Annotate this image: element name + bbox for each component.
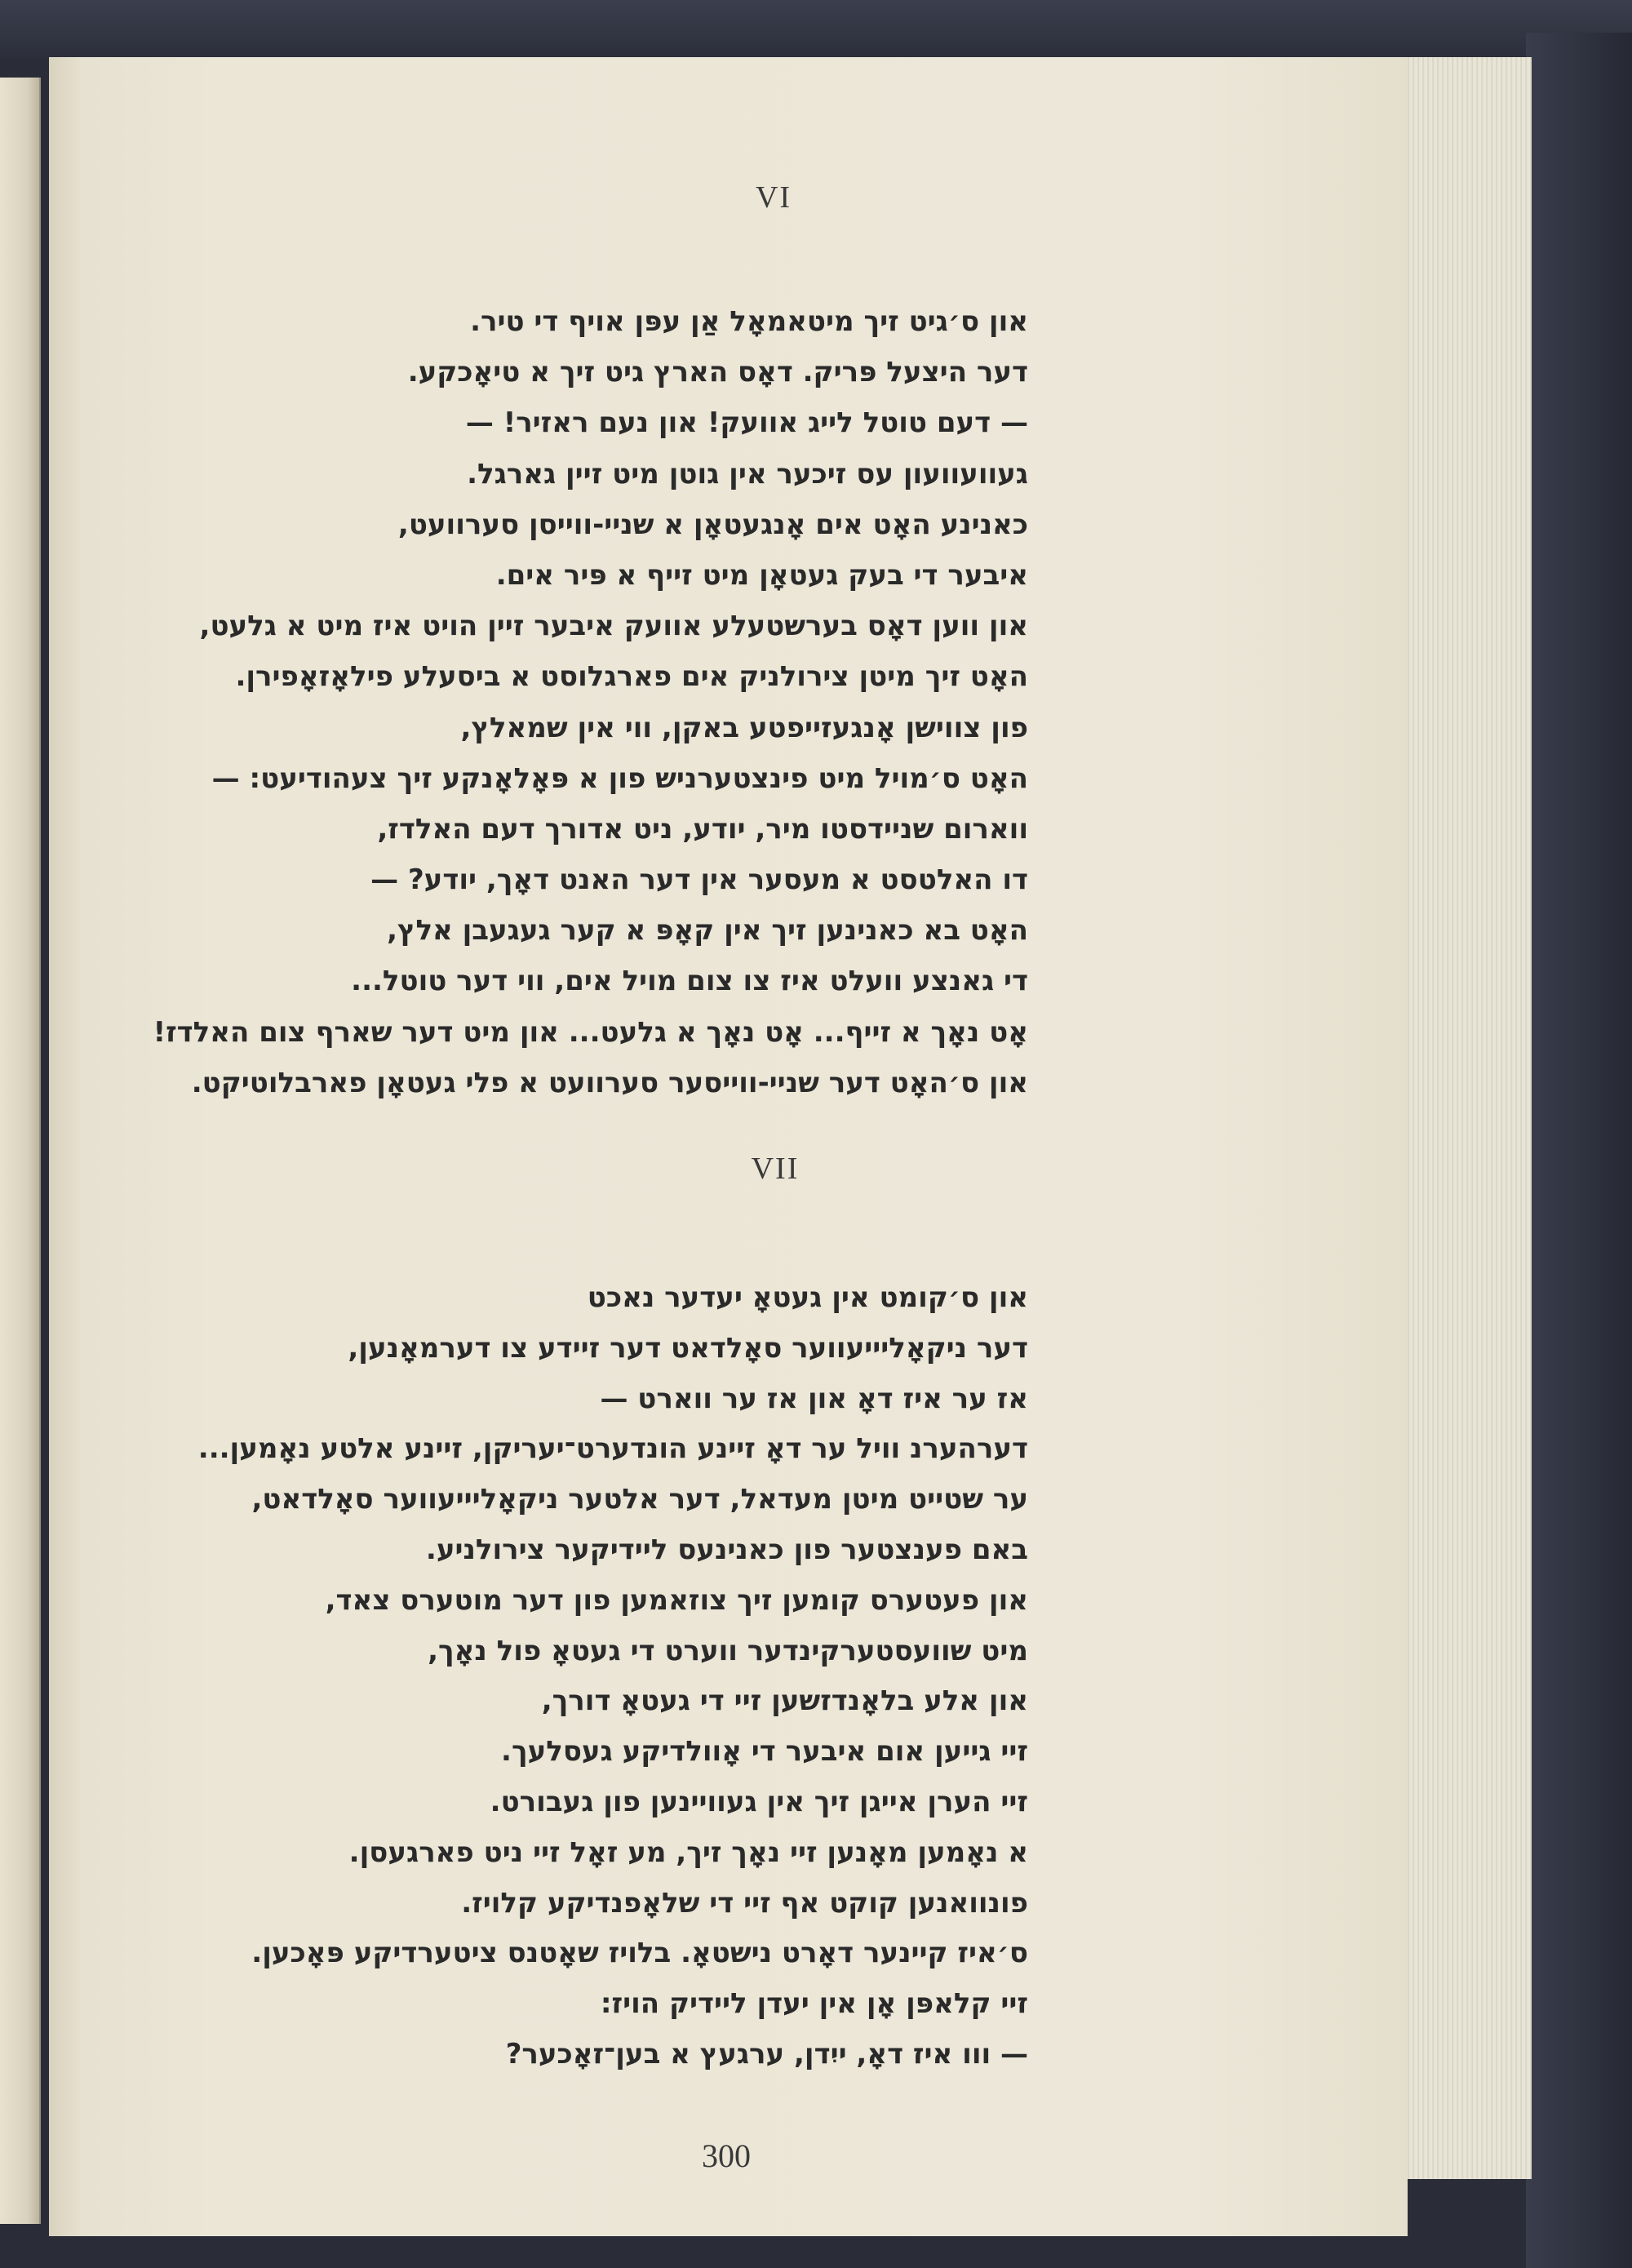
verse-line: געוועוועון עס זיכער אין גוטן מיט זיין גארגל. <box>467 457 1028 490</box>
poem-section-vi <box>24 296 1028 1108</box>
section-heading-vi: VI <box>755 180 792 215</box>
verse-line: די גאנצע וועלט איז צו צום מויל אים, ווי דער טוטל... <box>351 965 1028 998</box>
verse-line: האָט זיך מיטן צירולניק אים פארגלוסט א ביסעלע פילאָזאָפירן. <box>235 660 1028 694</box>
verse-line: און פעטערס קומען זיך צוזאמען פון דער מוטערס צאד, <box>325 1583 1028 1617</box>
verse-line: מיט שוועסטערקינדער ווערט די געטאָ פול נאָך, <box>428 1634 1028 1667</box>
verse-line: האָט בא כאנינען זיך אין קאָפּ א קער געגעבן אלץ, <box>387 914 1028 948</box>
verse-line: און ס׳האָט דער שניי-ווייסער סערוועט א פלי געטאָן פארבלוטיקט. <box>191 1066 1028 1099</box>
verse-line: — דעם טוטל לייג אוועק! און נעם ראזיר! — <box>465 406 1028 440</box>
verse-line: דערהערנ וויל ער דאָ זיינע הונדערט־יעריקן, זיינע אלטע נאָמען... <box>197 1432 1028 1466</box>
verse-line: פונוואנען קוקט אף זיי די שלאָפנדיקע קלויז. <box>461 1886 1028 1920</box>
verse-line: דער היצעל פּריק. דאָס הארץ גיט זיך א טיאָכקע. <box>407 356 1028 389</box>
section-heading-vii: VII <box>751 1152 800 1186</box>
verse-line: ווארום שניידסטו מיר, יודע, ניט אדורך דעם האלדז, <box>377 812 1028 846</box>
verse-line: אָט נאָך א זייף... אָט נאָך א גלעט... און מיט דער שארף צום האלדז! <box>153 1015 1028 1049</box>
page-number: 300 <box>702 2137 751 2174</box>
page-block-edges <box>1404 57 1532 2179</box>
verse-line: דו האלטסט א מעסער אין דער האנט דאָך, יודע? — <box>370 863 1028 897</box>
verse-line: ער שטייט מיטן מעדאל, דער אלטער ניקאָליייעווער סאָלדאט, <box>251 1483 1028 1516</box>
verse-line: איבער די בעק געטאָן מיט זייף א פּיר אים. <box>495 558 1028 592</box>
verse-line: און ס׳גיט זיך מיטאמאָל אַן עפּן אויף די טיר. <box>470 305 1028 338</box>
verse-line: א נאָמען מאָנען זיי נאָך זיך, מע זאָל זיי ניט פארגעסן. <box>348 1835 1028 1869</box>
verse-line: פון צווישן אָנגעזייפטע באקן, ווי אין שמאלץ, <box>460 711 1028 744</box>
poem-section-vii <box>24 1273 1028 2080</box>
verse-line: זיי הערן אייגן זיך אין געוויינען פון געבורט. <box>490 1785 1028 1818</box>
book-cover-top <box>0 0 1632 57</box>
verse-line: זיי קלאפּן אָן אין יעדן ליידיק הויז: <box>600 1987 1028 2021</box>
verse-line: און ס׳קומט אין געטאָ יעדער נאכט <box>587 1281 1028 1314</box>
verse-line: האָט ס׳מויל מיט פינצטערניש פון א פּאָלאָנקע זיך צעהודיעט: — <box>211 761 1028 795</box>
verse-line: זיי גייען אום איבער די אָוולדיקע געסלעך. <box>501 1735 1028 1769</box>
verse-line: באם פענצטער פון כאנינעס ליידיקער צירולניע. <box>425 1533 1028 1566</box>
book-page <box>49 57 1408 2236</box>
verse-line: — ווו איז דאָ, ייִדן, ערגעץ א בען־זאָכער? <box>505 2037 1028 2070</box>
verse-line: ס׳איז קיינער דאָרט נישטאָ. בלויז שאָטנס ציטערדיקע פּאָכען. <box>251 1937 1028 1970</box>
book-cover-right <box>1526 33 1632 2268</box>
verse-line: אז ער איז דאָ און אז ער ווארט — <box>600 1382 1028 1415</box>
verse-line: און ווען דאָס בערשטעלע אוועק איבער זיין הויט איז מיט א גלעט, <box>199 610 1028 643</box>
verse-line: דער ניקאָליייעווער סאָלדאט דער זיידע צו דערמאָנען, <box>348 1331 1028 1365</box>
verse-line: כאנינע האָט אים אָנגעטאָן א שניי-ווייסן סערוועט, <box>397 508 1028 541</box>
verse-line: און אלע בלאָנדזשען זיי די געטאָ דורך, <box>541 1684 1028 1718</box>
